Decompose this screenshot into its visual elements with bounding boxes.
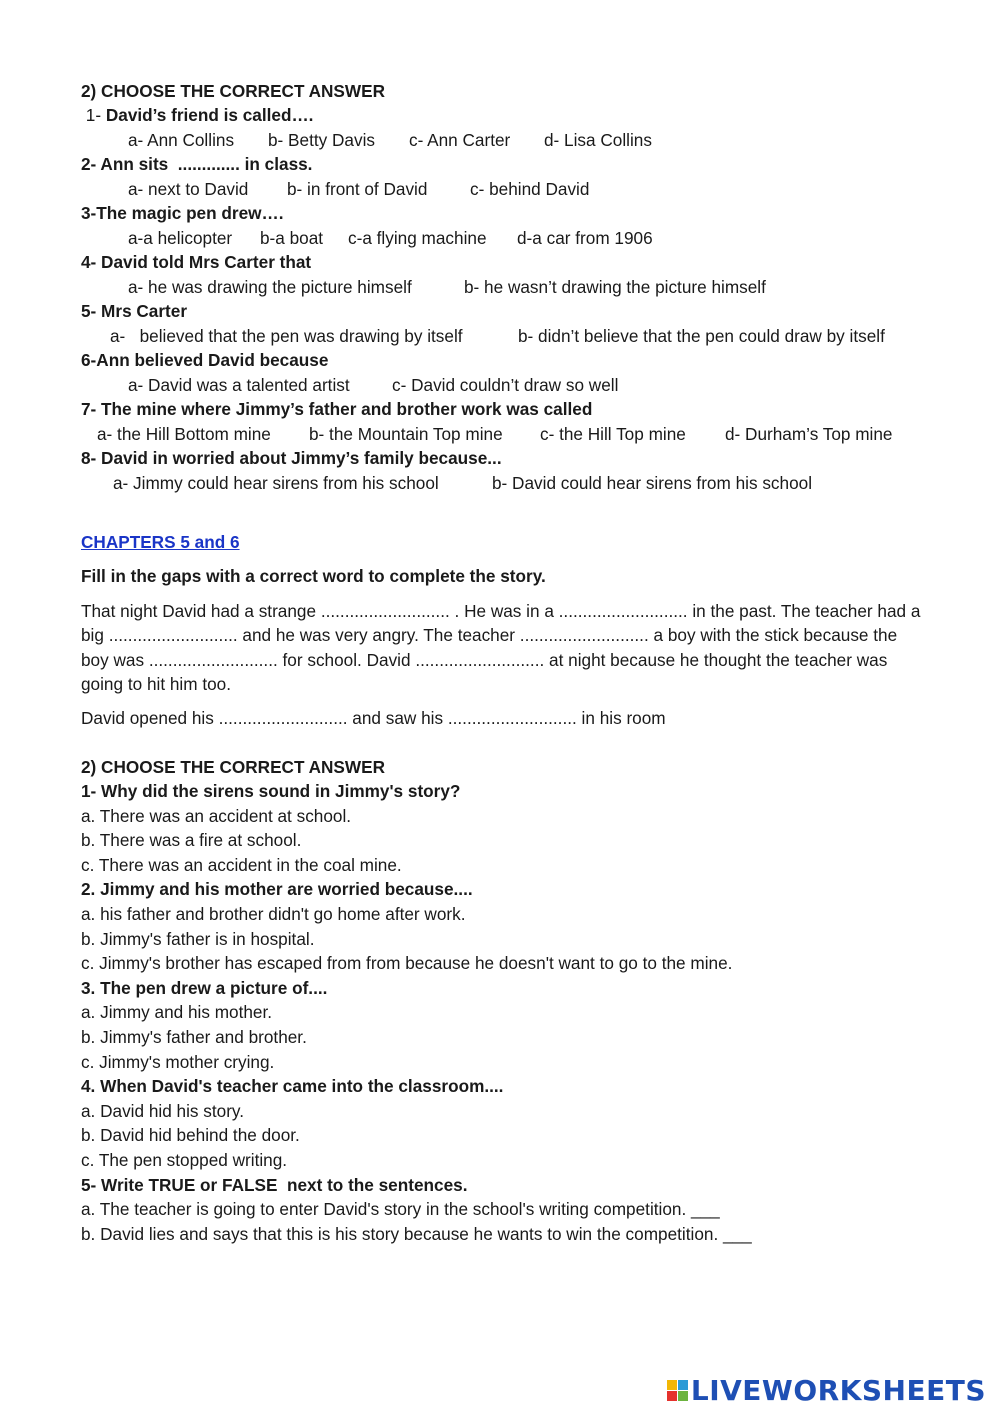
s1-q4-opt-a[interactable]: a- he was drawing the picture himself	[128, 277, 412, 297]
s1-q8-opt-b[interactable]: b- David could hear sirens from his school	[492, 473, 813, 493]
logo-square-red	[667, 1391, 677, 1401]
s2-option[interactable]: b. There was a fire at school.	[81, 830, 302, 850]
story-paragraph-2: David opened his ........................... and saw his ........................... in his room	[81, 708, 666, 728]
s2-option[interactable]: a. The teacher is going to enter David's story in the school's writing competition. ___	[81, 1199, 720, 1219]
s1-question-1	[81, 103, 313, 127]
s1-question-5: 5- Mrs Carter	[81, 301, 188, 321]
s1-question-8: 8- David in worried about Jimmy’s family because...	[81, 448, 502, 468]
logo-square-yellow	[667, 1380, 677, 1390]
s1-q5-opt-a[interactable]: a- believed that the pen was drawing by itself	[110, 326, 463, 346]
s1-q3-opt-c[interactable]: c-a flying machine	[348, 228, 487, 248]
s1-q7-opt-d[interactable]: d- Durham’s Top mine	[725, 424, 893, 444]
section2-heading: 2) CHOOSE THE CORRECT ANSWER	[81, 757, 385, 777]
logo-text: LIVEWORKSHEETS	[690, 1373, 986, 1407]
s2-option[interactable]: c. There was an accident in the coal mine.	[81, 855, 402, 875]
s1-q1-text: David’s friend is called….	[105, 105, 314, 125]
s1-question-3: 3-The magic pen drew….	[81, 203, 284, 223]
s1-q3-opt-a[interactable]: a-a helicopter	[128, 228, 233, 248]
liveworksheets-logo	[667, 1374, 986, 1406]
s1-question-7: 7- The mine where Jimmy’s father and brother work was called	[81, 399, 593, 419]
s1-q2-opt-c[interactable]: c- behind David	[470, 179, 590, 199]
s2-option[interactable]: b. Jimmy's father and brother.	[81, 1027, 307, 1047]
story-paragraph-1: That night David had a strange ........................... . He was in a ........................... in the past. The teacher had a big ........................... and he was very angry. The teacher ........................... a boy with the stick because the boy was ........................... for school. David ........................... at night because he thought the teacher was going to hit him too.	[81, 601, 921, 695]
s1-q5-opt-b[interactable]: b- didn’t believe that the pen could draw by itself	[518, 326, 885, 346]
logo-mark-icon	[667, 1380, 688, 1401]
s2-option[interactable]: a. There was an accident at school.	[81, 806, 352, 826]
chapters-link[interactable]: CHAPTERS 5 and 6	[81, 532, 240, 552]
s2-option[interactable]: b. David lies and says that this is his story because he wants to win the competition. ___	[81, 1224, 752, 1244]
s1-q6-opt-a[interactable]: a- David was a talented artist	[128, 375, 350, 395]
s2-option[interactable]: b. David hid behind the door.	[81, 1125, 300, 1145]
s1-q3-opt-b[interactable]: b-a boat	[260, 228, 324, 248]
s2-option[interactable]: c. The pen stopped writing.	[81, 1150, 288, 1170]
s1-q2-opt-a[interactable]: a- next to David	[128, 179, 249, 199]
s2-option[interactable]: c. Jimmy's mother crying.	[81, 1052, 275, 1072]
s1-q2-opt-b[interactable]: b- in front of David	[287, 179, 428, 199]
s2-question: 5- Write TRUE or FALSE next to the sentences.	[81, 1175, 468, 1195]
s1-q6-opt-c[interactable]: c- David couldn’t draw so well	[392, 375, 619, 395]
s1-q4-opt-b[interactable]: b- he wasn’t drawing the picture himself	[464, 277, 766, 297]
s1-q7-opt-a[interactable]: a- the Hill Bottom mine	[97, 424, 271, 444]
s1-question-4: 4- David told Mrs Carter that	[81, 252, 312, 272]
s2-option[interactable]: b. Jimmy's father is in hospital.	[81, 929, 315, 949]
logo-square-green	[678, 1391, 688, 1401]
s1-q8-opt-a[interactable]: a- Jimmy could hear sirens from his school	[113, 473, 439, 493]
s1-q1-prefix: 1-	[81, 105, 106, 125]
section1-heading: 2) CHOOSE THE CORRECT ANSWER	[81, 81, 385, 101]
fill-gaps-instruction: Fill in the gaps with a correct word to complete the story.	[81, 566, 546, 586]
s2-option[interactable]: c. Jimmy's brother has escaped from from because he doesn't want to go to the mine.	[81, 953, 733, 973]
s1-q1-opt-b[interactable]: b- Betty Davis	[268, 130, 375, 150]
s2-question: 1- Why did the sirens sound in Jimmy's story?	[81, 781, 461, 801]
s2-option[interactable]: a. Jimmy and his mother.	[81, 1002, 273, 1022]
s1-question-2: 2- Ann sits ............. in class.	[81, 154, 313, 174]
s2-question: 3. The pen drew a picture of....	[81, 978, 328, 998]
s1-q7-opt-c[interactable]: c- the Hill Top mine	[540, 424, 686, 444]
s1-q3-opt-d[interactable]: d-a car from 1906	[517, 228, 653, 248]
s1-q7-opt-b[interactable]: b- the Mountain Top mine	[309, 424, 503, 444]
s2-question: 2. Jimmy and his mother are worried because....	[81, 879, 473, 899]
s2-option[interactable]: a. his father and brother didn't go home after work.	[81, 904, 466, 924]
s1-question-6: 6-Ann believed David because	[81, 350, 329, 370]
s1-q1-opt-d[interactable]: d- Lisa Collins	[544, 130, 652, 150]
logo-square-blue	[678, 1380, 688, 1390]
s2-option[interactable]: a. David hid his story.	[81, 1101, 245, 1121]
s1-q1-opt-a[interactable]: a- Ann Collins	[128, 130, 235, 150]
s2-question: 4. When David's teacher came into the classroom....	[81, 1076, 504, 1096]
s1-q1-opt-c[interactable]: c- Ann Carter	[409, 130, 511, 150]
